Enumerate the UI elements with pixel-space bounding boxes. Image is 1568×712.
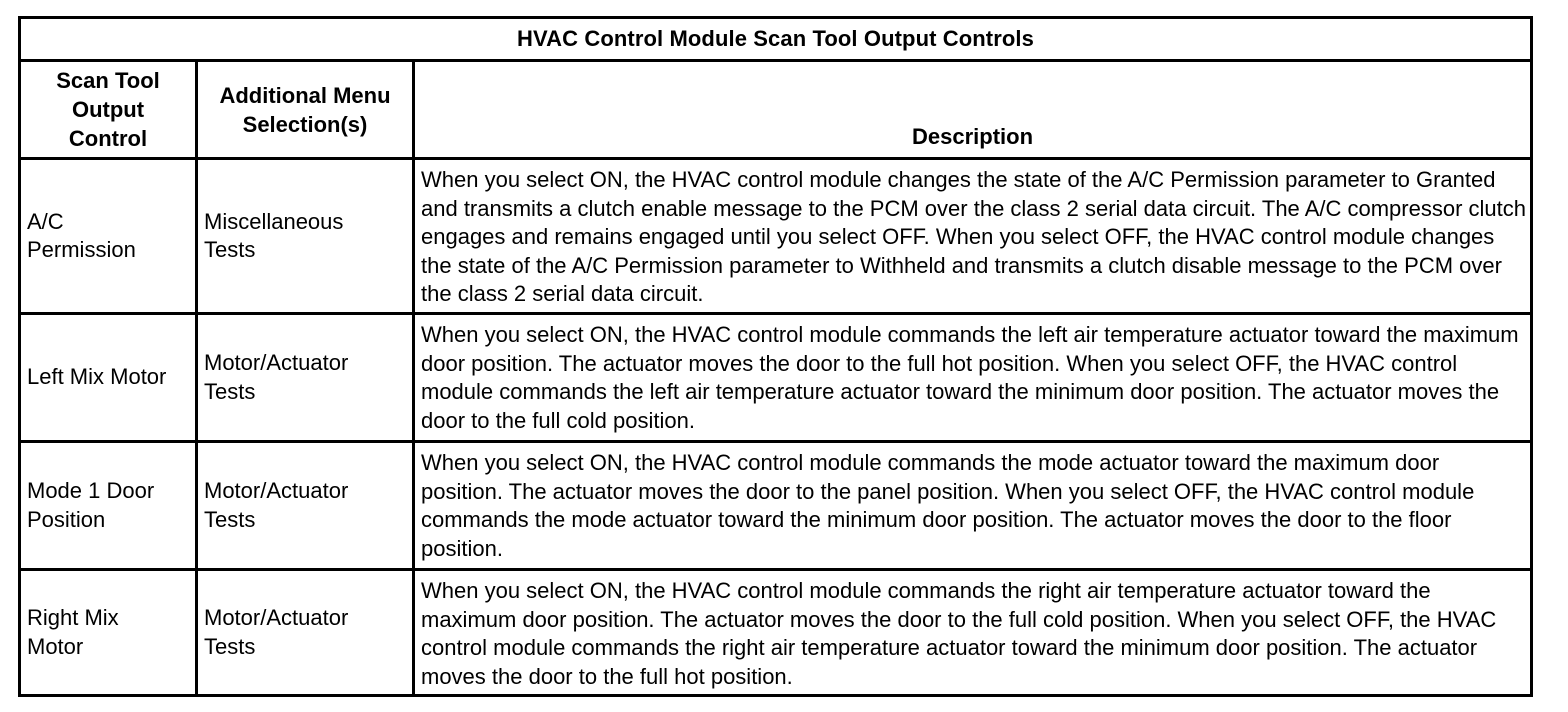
control-label: Right Mix Motor — [27, 605, 119, 659]
description-cell: When you select ON, the HVAC control module commands the left air temperature actuator toward the maximum door position. The actuator moves the door to the full hot position. When you select OFF, the HVAC control module commands the left air temperature actuator toward the minimum door position. The actuator moves the door to the full cold position. — [421, 322, 1519, 433]
description-cell: When you select ON, the HVAC control module commands the right air temperature actuator toward the maximum door position. The actuator moves the door to the full cold position. When you select OFF, the HVAC control module commands the right air temperature actuator toward the minimum door position. The actuator moves the door to the full hot position. — [421, 578, 1497, 689]
control-cell — [21, 315, 198, 440]
menu-cell — [198, 315, 415, 440]
header-col2-label: Additional Menu Selection(s) — [219, 82, 391, 137]
menu-label: Miscellaneous Tests — [204, 208, 344, 262]
menu-cell — [198, 443, 415, 568]
header-description — [415, 62, 1530, 157]
description-cell: When you select ON, the HVAC control module commands the mode actuator toward the maximum door position. The actuator moves the door to the panel position. When you select OFF, the HVAC control module commands the mode actuator toward the minimum door position. The actuator moves the door to the floor position. — [421, 450, 1475, 561]
menu-label: Motor/Actuator Tests — [204, 350, 349, 404]
table-row — [21, 315, 1530, 443]
control-cell — [21, 160, 198, 312]
header-additional-menu-selections — [198, 62, 415, 157]
control-cell — [21, 443, 198, 568]
control-cell — [21, 571, 198, 694]
control-label: Left Mix Motor — [27, 364, 167, 390]
header-col3-label: Description — [911, 123, 1034, 149]
header-scan-tool-output-control — [21, 62, 198, 157]
header-col1-label: Scan Tool Output Control — [56, 68, 160, 151]
table-row — [21, 571, 1530, 694]
table-row — [21, 160, 1530, 315]
header-row — [21, 62, 1530, 160]
menu-label: Motor/Actuator Tests — [204, 478, 349, 532]
menu-cell — [198, 571, 415, 694]
table-title: HVAC Control Module Scan Tool Output Controls — [21, 19, 1530, 62]
menu-label: Motor/Actuator Tests — [204, 605, 349, 659]
control-label: A/C Permission — [27, 208, 136, 262]
table-row — [21, 443, 1530, 571]
control-label: Mode 1 Door Position — [27, 478, 155, 532]
menu-cell — [198, 160, 415, 312]
output-controls-table — [18, 16, 1533, 697]
description-cell: When you select ON, the HVAC control module changes the state of the A/C Permission parameter to Granted and transmits a clutch enable message to the PCM over the class 2 serial data circuit. The A/C compressor clutch engages and remains engaged until you select OFF. When you select OFF, the HVAC control module changes the state of the A/C Permission parameter to Withheld and transmits a clutch disable message to the PCM over the class 2 serial data circuit. — [421, 167, 1526, 306]
